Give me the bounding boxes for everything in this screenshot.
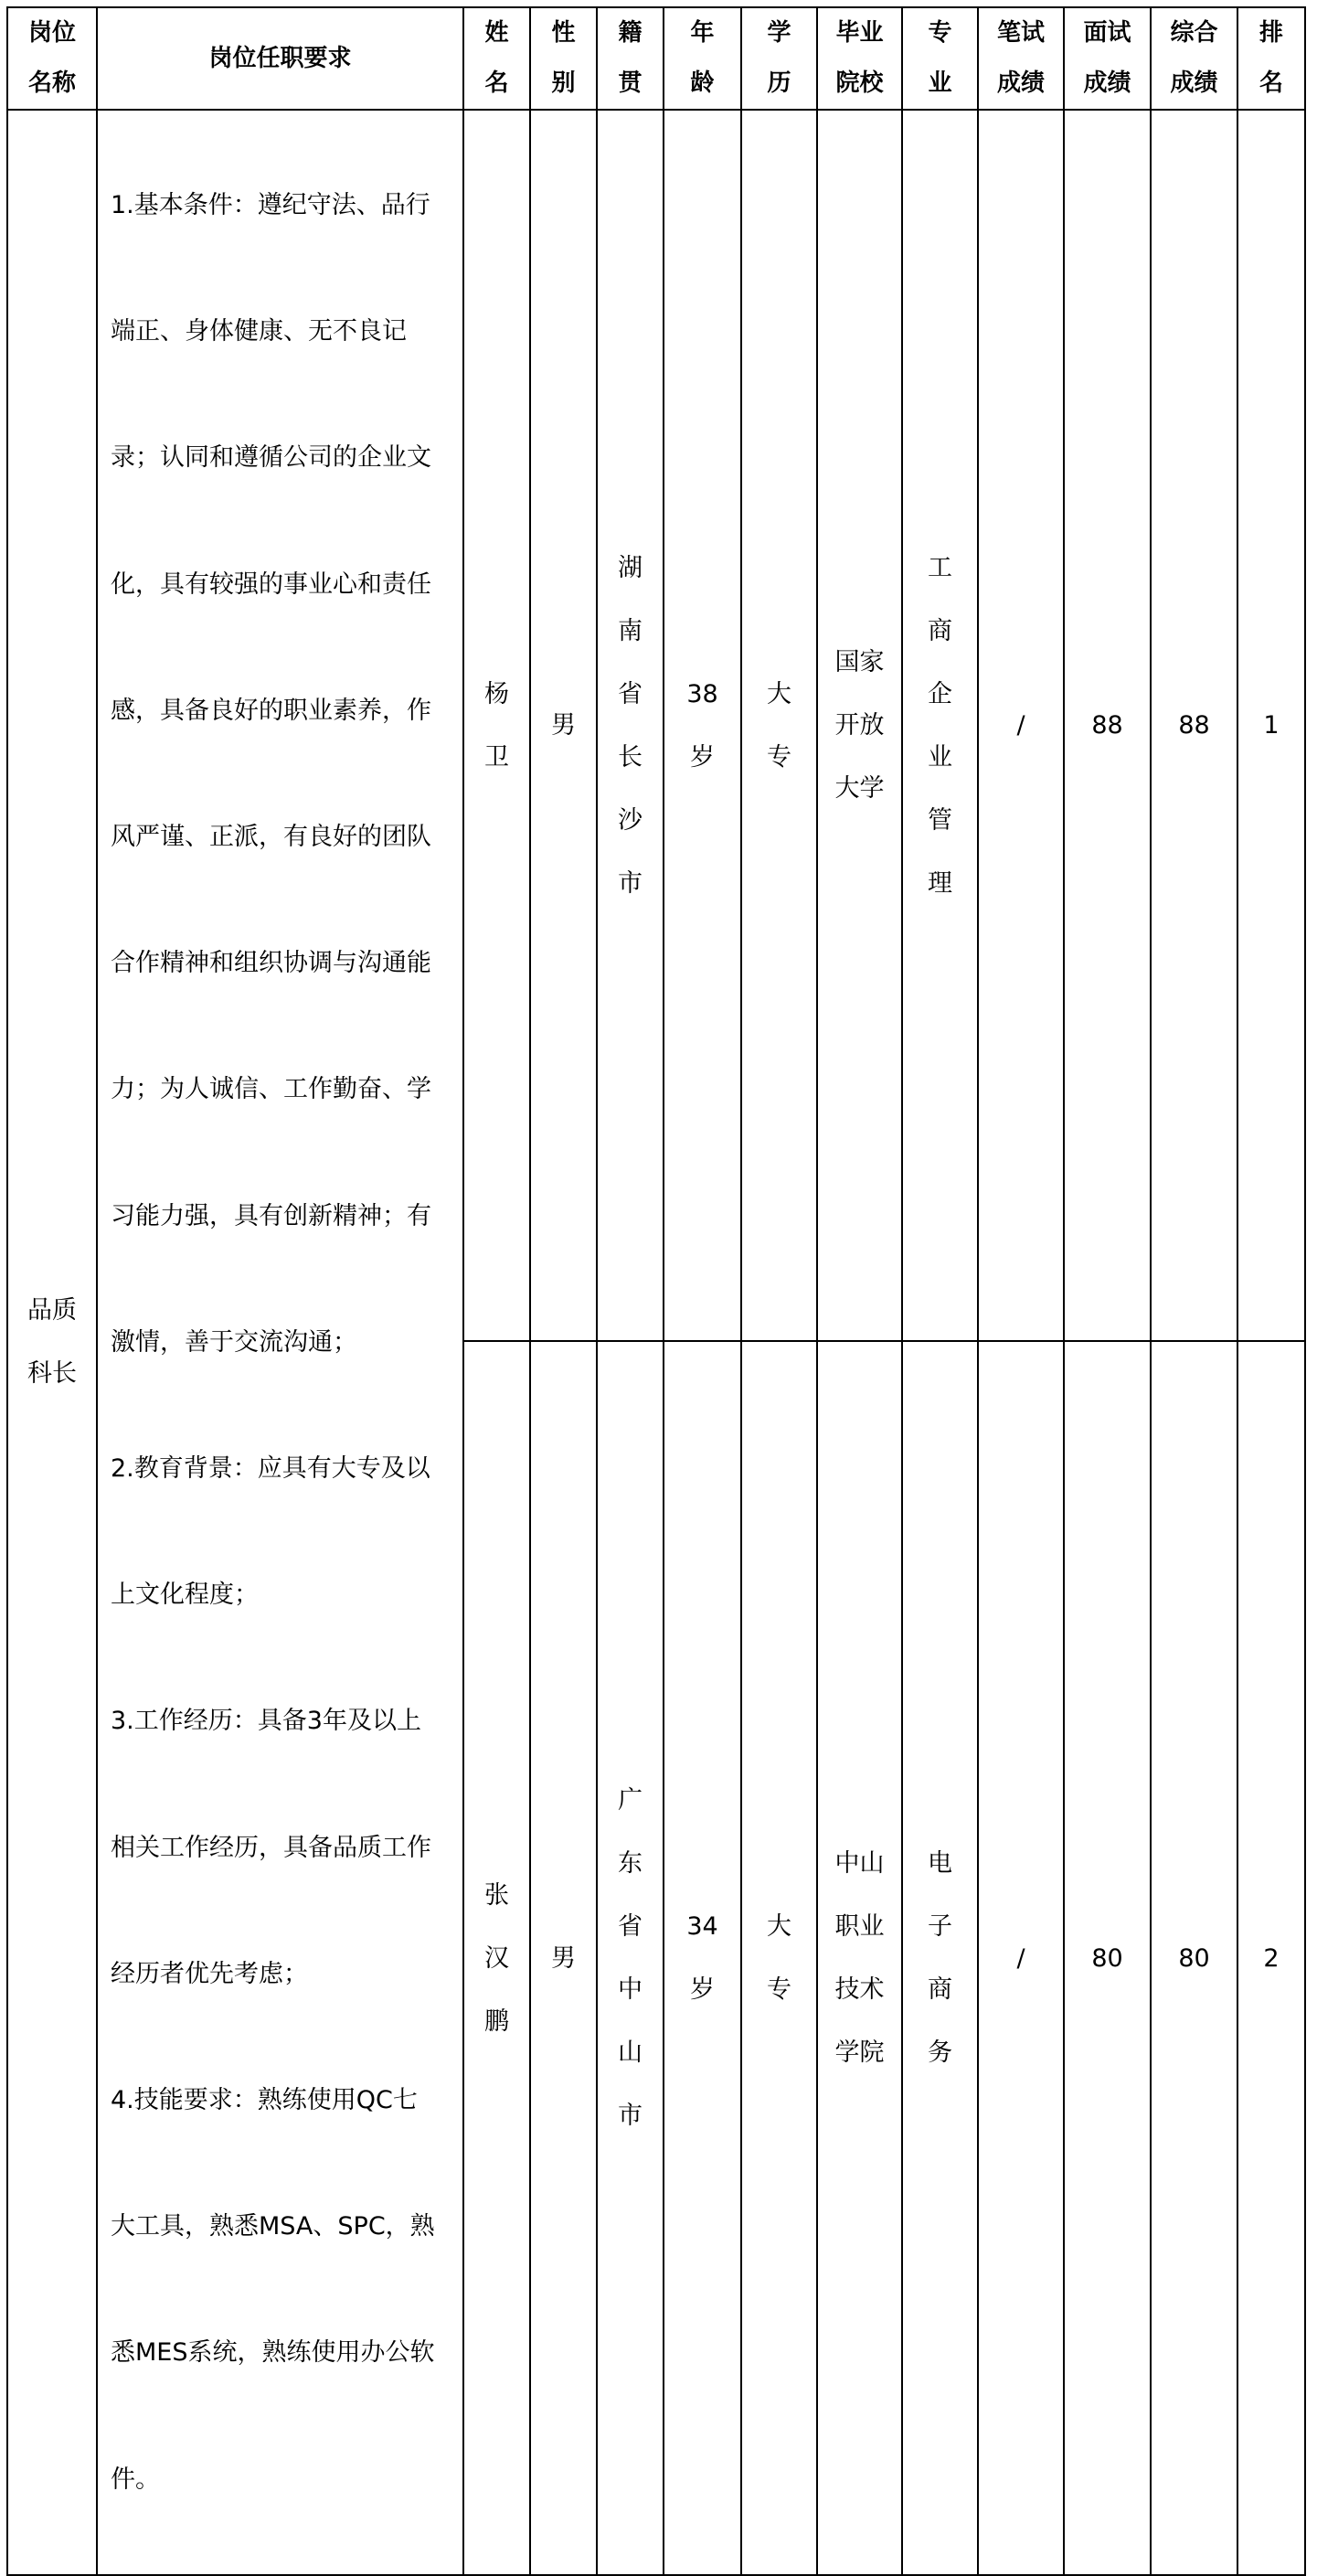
requirement-line: 3.工作经历：具备3年及以上 — [111, 1707, 421, 1736]
requirement-line: 2.教育背景：应具有大专及以 — [111, 1454, 430, 1484]
header-written-score: 笔试 成绩 — [978, 7, 1064, 110]
requirement-line: 件。 — [111, 2464, 160, 2494]
school-cell: 中山 职业 技术 学院 — [817, 1341, 902, 2574]
school-cell: 国家 开放 大学 — [817, 110, 902, 1341]
interview-score-cell: 88 — [1064, 110, 1151, 1341]
requirement-line: 大工具，熟悉MSA、SPC，熟 — [111, 2212, 435, 2241]
requirement-line: 习能力强，具有创新精神；有 — [111, 1201, 431, 1230]
header-row — [7, 7, 1305, 110]
major-cell: 电 子 商 务 — [902, 1341, 978, 2574]
education-cell: 大 专 — [741, 110, 817, 1341]
origin-cell: 湖 南 省 长 沙 市 — [597, 110, 664, 1341]
header-interview-score: 面试 成绩 — [1064, 7, 1151, 110]
candidate-table — [6, 6, 1306, 2576]
table-row — [7, 110, 1305, 1341]
header-education: 学 历 — [741, 7, 817, 110]
total-score-cell: 80 — [1151, 1341, 1237, 2574]
requirement-line: 风严谨、正派，有良好的团队 — [111, 823, 431, 852]
requirement-line: 录；认同和遵循公司的企业文 — [111, 443, 431, 473]
header-major: 专 业 — [902, 7, 978, 110]
header-origin: 籍 贯 — [597, 7, 664, 110]
requirement-line: 经历者优先考虑； — [111, 1959, 308, 1988]
requirement-line: 4.技能要求：熟练使用QC七 — [111, 2086, 418, 2115]
requirement-line: 感，具备良好的职业素养，作 — [111, 696, 431, 725]
header-gender: 性 别 — [530, 7, 597, 110]
header-position: 岗位 名称 — [7, 7, 97, 110]
name-cell: 杨 卫 — [463, 110, 530, 1341]
requirement-line: 激情，善于交流沟通； — [111, 1327, 357, 1357]
requirement-line: 化，具有较强的事业心和责任 — [111, 569, 431, 599]
requirements-cell — [97, 110, 463, 2575]
gender-cell: 男 — [530, 110, 597, 1341]
age-cell: 34 岁 — [664, 1341, 741, 2574]
education-cell: 大 专 — [741, 1341, 817, 2574]
written-score-cell: / — [978, 110, 1064, 1341]
requirement-line: 悉MES系统，熟练使用办公软 — [111, 2338, 435, 2368]
header-age: 年 龄 — [664, 7, 741, 110]
rank-cell: 2 — [1237, 1341, 1305, 2574]
requirement-line: 上文化程度； — [111, 1581, 259, 1610]
requirement-line: 力；为人诚信、工作勤奋、学 — [111, 1075, 431, 1104]
age-cell: 38 岁 — [664, 110, 741, 1341]
requirement-line: 1.基本条件：遵纪守法、品行 — [111, 191, 430, 219]
requirement-line: 合作精神和组织协调与沟通能 — [111, 949, 431, 978]
header-name: 姓 名 — [463, 7, 530, 110]
rank-cell: 1 — [1237, 110, 1305, 1341]
name-cell: 张 汉 鹏 — [463, 1341, 530, 2574]
gender-cell: 男 — [530, 1341, 597, 2574]
total-score-cell: 88 — [1151, 110, 1237, 1341]
position-cell: 品质 科长 — [7, 110, 97, 2575]
origin-cell: 广 东 省 中 山 市 — [597, 1341, 664, 2574]
major-cell: 工 商 企 业 管 理 — [902, 110, 978, 1341]
header-school: 毕业 院校 — [817, 7, 902, 110]
header-rank: 排 名 — [1237, 7, 1305, 110]
written-score-cell: / — [978, 1341, 1064, 2574]
interview-score-cell: 80 — [1064, 1341, 1151, 2574]
requirement-line: 端正、身体健康、无不良记 — [111, 317, 407, 346]
requirement-line: 相关工作经历，具备品质工作 — [111, 1833, 431, 1862]
header-requirements: 岗位任职要求 — [97, 7, 463, 110]
header-total-score: 综合 成绩 — [1151, 7, 1237, 110]
